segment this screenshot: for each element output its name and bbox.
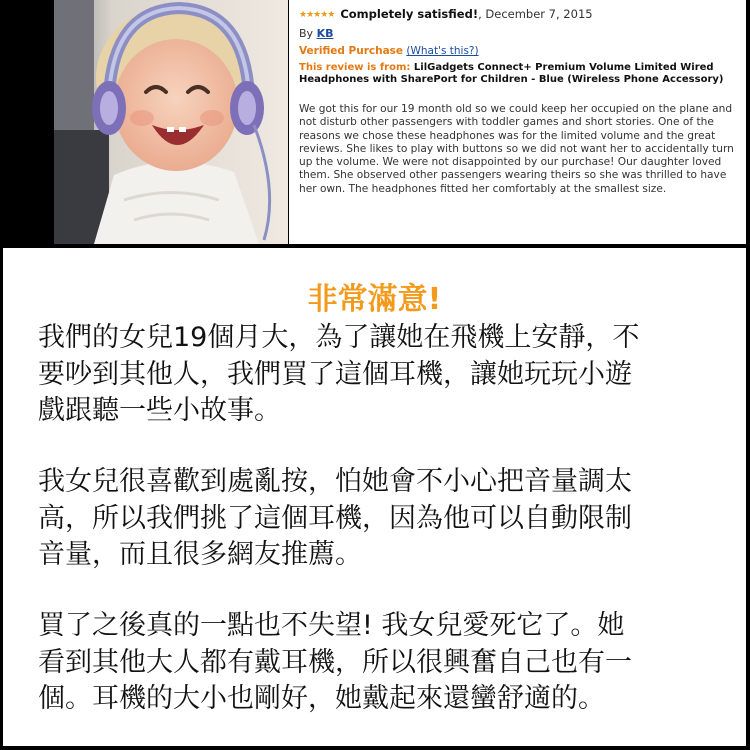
review-header [299,7,593,21]
star-rating-icon: ★★★★★ [299,10,335,20]
author-link[interactable]: KB [316,27,334,40]
translation-title: 非常滿意! [307,282,442,317]
review-card [289,0,746,244]
verified-label: Verified Purchase [299,45,404,57]
review-byline: By KB [299,27,334,40]
review-title: Completely satisfied! [340,7,479,21]
review-body: We got this for our 19 month old so we could keep her occupied on the plane and not disturb other passengers with toddler games and short stories. One of the reasons we chose these headphones was for the limited volume and the great reviews. She likes to play with buttons so we did not want her to accidentally turn up the volume. We were not disappointed by our purchase! Our daughter loved them. She observed other passengers wearing theirs so she was thrilled to have her own. The headphones fitted her comfortably at the smallest size. [299,103,734,195]
translation-paragraph-2: 我女兒很喜歡到處亂按，怕她會不小心把音量調太 高，所以我們挑了這個耳機，因為他可以自動限制 音量，而且很多網友推薦。 [38,466,632,570]
toddler-headphones-illustration [54,0,288,244]
verified-purchase [299,45,479,57]
translation-panel [3,248,746,746]
translation-paragraph-3: 買了之後真的一點也不失望! 我女兒愛死它了。她 看到其他大人都有戴耳機，所以很興奮自己也有一 個。耳機的大小也剛好，她戴起來還蠻舒適的。 [38,610,632,714]
review-product [299,62,739,86]
child-photo [54,0,288,244]
review-date: , December 7, 2015 [478,7,593,21]
translation-paragraph-1: 我們的女兒19個月大，為了讓她在飛機上安靜，不 要吵到其他人，我們買了這個耳機，讓她玩玩小遊 戲跟聽一些小故事。 [38,322,640,426]
whats-this-link[interactable]: (What's this?) [406,45,479,57]
review-from-label: This review is from: [299,62,411,73]
product-name: LilGadgets Connect+ Premium Volume Limited Wired Headphones with SharePort for Children - Blue (Wireless Phone Accessory) [299,62,724,85]
